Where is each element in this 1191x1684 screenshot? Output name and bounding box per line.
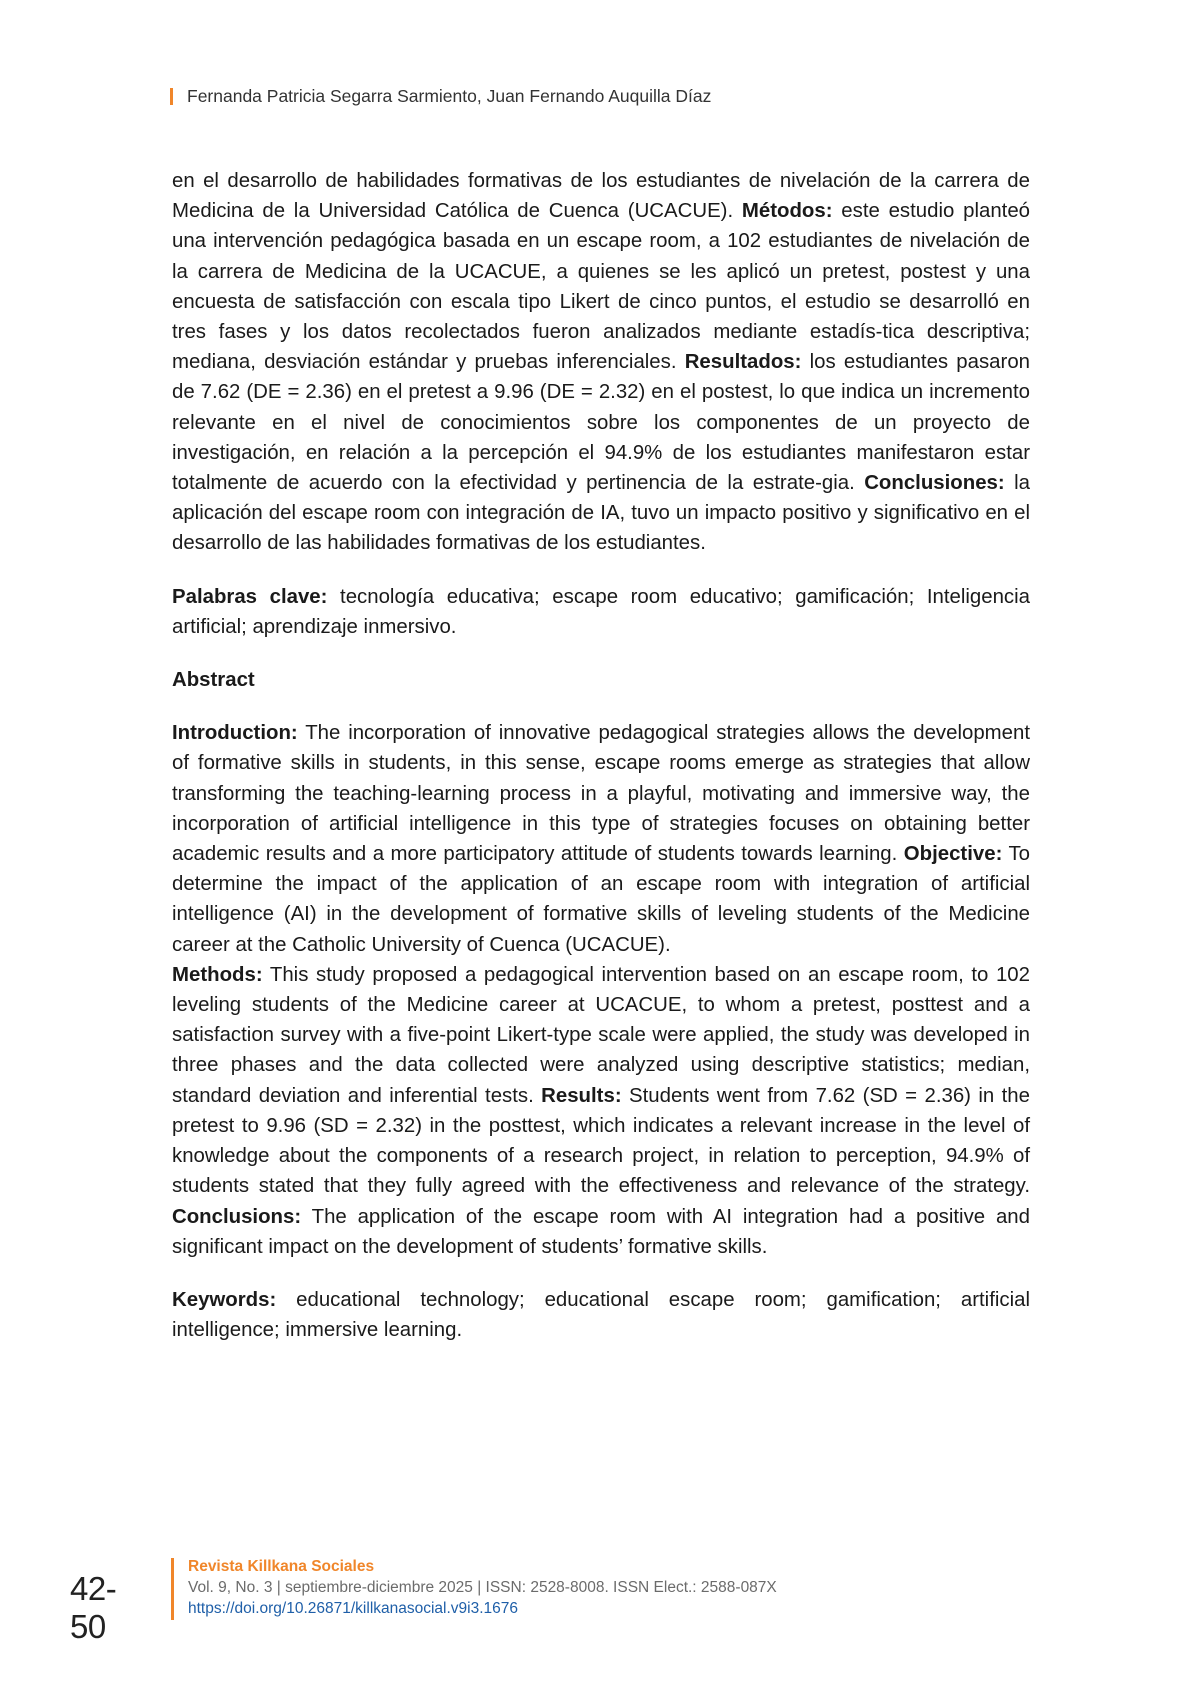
metodos-label: Métodos: bbox=[741, 200, 833, 223]
footer-divider bbox=[171, 1558, 174, 1620]
article-body bbox=[172, 166, 1030, 1345]
palabras-clave-text: tecnología educativa; escape room educativo; gamificación; Inteligencia artificial; aprendizaje inmersivo. bbox=[172, 585, 1030, 638]
running-head-authors: Fernanda Patricia Segarra Sarmiento, Juan Fernando Auquilla Díaz bbox=[187, 86, 712, 106]
resumen-intro-text: en el desarrollo de habilidades formativas de los estudiantes de nivelación de la carrera de Medicina de la Universidad Católica de Cuenca (UCACUE). bbox=[172, 170, 1030, 223]
page-number: 42-50 bbox=[70, 1570, 117, 1645]
results-label: Results: bbox=[541, 1084, 622, 1107]
abstract-heading: Abstract bbox=[172, 669, 255, 692]
doi-link[interactable]: https://doi.org/10.26871/killkanasocial.v9i3.1676 bbox=[188, 1600, 519, 1617]
resumen-paragraph bbox=[172, 166, 1030, 559]
metodos-text: este estudio planteó una intervención pedagógica basada en un escape room, a 102 estudiantes de nivelación de la carrera de Medicina de la UCACUE, a quienes se les aplicó un pretest, postest y una encuesta de satisfacción con escala tipo Likert de cinco puntos, el estudio se desarrolló en tres fases y los datos recolectados fueron analizados mediante estadís-tica descriptiva; mediana, desviación estándar y pruebas inferenciales. bbox=[172, 200, 1031, 374]
conclusions-label: Conclusions: bbox=[172, 1205, 302, 1228]
methods-label: Methods: bbox=[172, 963, 263, 986]
conclusiones-text: la aplicación del escape room con integración de IA, tuvo un impacto positivo y significativo en el desarrollo de las habilidades formativas de los estudiantes. bbox=[172, 472, 1030, 555]
abstract-paragraph bbox=[172, 718, 1030, 1262]
conclusions-text: The application of the escape room with AI integration had a positive and significant impact on the development of students’ formative skills. bbox=[172, 1205, 1030, 1258]
keywords-label: Keywords: bbox=[172, 1288, 277, 1311]
running-head bbox=[170, 86, 711, 107]
objective-text: To determine the impact of the application of an escape room with integration of artificial intelligence (AI) in the development of formative skills of leveling students of the Medicine career at the Catholic University of Cuenca (UCACUE). bbox=[172, 843, 1030, 956]
methods-text: This study proposed a pedagogical intervention based on an escape room, to 102 leveling students of the Medicine career at UCACUE, to whom a pretest, posttest and a satisfaction survey with a five-point Likert-type scale were applied, the study was developed in three phases and the data collected were analyzed using descriptive statistics; median, standard deviation and inferential tests. bbox=[172, 963, 1030, 1107]
palabras-clave-paragraph bbox=[172, 582, 1030, 642]
issue-info: Vol. 9, No. 3 | septiembre-diciembre 2025 | ISSN: 2528-8008. ISSN Elect.: 2588-087X bbox=[188, 1579, 777, 1596]
journal-name: Revista Killkana Sociales bbox=[188, 1558, 375, 1575]
introduction-label: Introduction: bbox=[172, 722, 298, 745]
results-text: Students went from 7.62 (SD = 2.36) in the pretest to 9.96 (SD = 2.32) in the posttest, which indicates a relevant increase in the level of knowledge about the components of a research project, in relation to perception, 94.9% of students stated that they fully agreed with the effectiveness and relevance of the strategy. bbox=[172, 1084, 1030, 1198]
resultados-label: Resultados: bbox=[684, 351, 802, 374]
objective-label: Objective: bbox=[903, 843, 1003, 866]
conclusiones-label: Conclusiones: bbox=[864, 472, 1005, 495]
keywords-text: educational technology; educational escape room; gamification; artificial intelligence; immersive learning. bbox=[172, 1288, 1030, 1342]
resultados-text: los estudiantes pasaron de 7.62 (DE = 2.36) en el pretest a 9.96 (DE = 2.32) en el postest, lo que indica un incremento relevante en el nivel de conocimientos sobre los componentes de un proyecto de investigación, en relación a la percepción el 94.9% de los estudiantes manifestaron estar totalmente de acuerdo con la efectividad y pertinencia de la estrate-gia. bbox=[172, 351, 1030, 495]
introduction-text: The incorporation of innovative pedagogical strategies allows the development of formative skills in students, in this sense, escape rooms emerge as strategies that allow transforming the teaching-learning process in a playful, motivating and immersive way, the incorporation of artificial intelligence in this type of strategies focuses on obtaining better academic results and a more participatory attitude of students towards learning. bbox=[172, 722, 1030, 866]
footer-citation bbox=[188, 1556, 777, 1619]
palabras-clave-label: Palabras clave: bbox=[172, 585, 328, 608]
running-head-bar bbox=[170, 88, 173, 105]
keywords-paragraph bbox=[172, 1285, 1030, 1345]
